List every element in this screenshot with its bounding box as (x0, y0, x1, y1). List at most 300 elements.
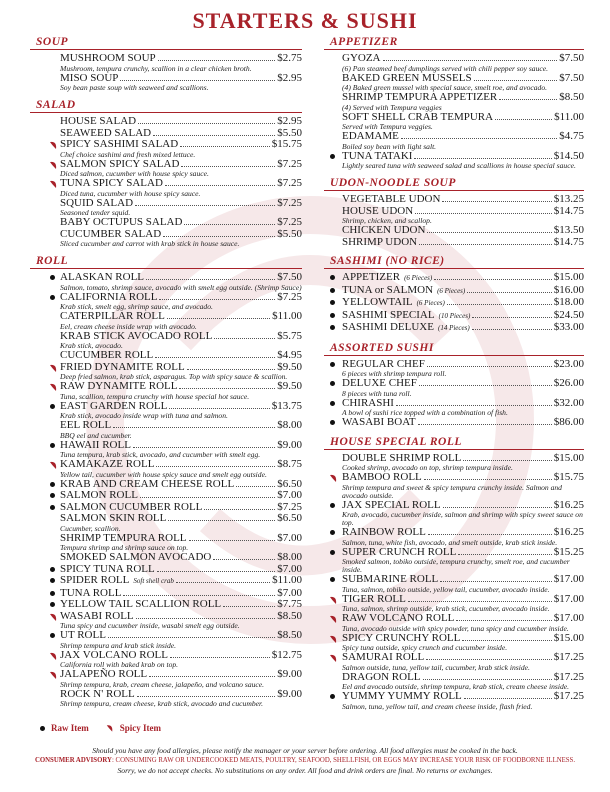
raw-bullet-icon (330, 313, 335, 318)
item-description: Shrimp tempura, krab, cream cheese, jalapeño, and volcano sauce. (60, 679, 265, 689)
item-price: $7.75 (277, 598, 302, 610)
menu-item[interactable] (30, 599, 302, 611)
item-description: (4) Served with Tempura veggies (342, 102, 442, 112)
section-title: SOUP (30, 36, 302, 50)
menu-item[interactable] (324, 527, 584, 547)
item-price: $7.00 (277, 531, 302, 544)
section-title: HOUSE SPECIAL ROLL (324, 436, 584, 450)
dot-leader (236, 485, 275, 487)
item-name: EDAMAME (342, 130, 399, 142)
menu-item[interactable] (30, 669, 302, 689)
item-name: CALIFORNIA ROLL (60, 290, 158, 303)
item-name: DOUBLE SHRIMP ROLL (342, 451, 462, 464)
item-description: Krab stick, avocado. (60, 341, 123, 350)
menu-item[interactable] (324, 453, 584, 473)
dot-leader (170, 656, 270, 658)
menu-item[interactable] (30, 552, 302, 564)
item-price: $15.75 (553, 471, 584, 483)
item-name: CHIRASHI (342, 396, 394, 409)
menu-item[interactable] (30, 159, 302, 179)
item-description: Salmon outside, tuna, yellow tail, cucumber, krab stick inside. (342, 662, 530, 672)
dot-leader (140, 496, 275, 498)
item-name: YUMMY YUMMY ROLL (342, 690, 462, 702)
menu-item[interactable] (30, 611, 302, 631)
item-price: $13.25 (553, 193, 584, 205)
chili-pepper-icon (48, 460, 58, 470)
item-name: SASHIMI DELUXE (342, 321, 434, 333)
dot-leader (163, 235, 275, 237)
item-price: $5.75 (277, 329, 302, 342)
raw-bullet-icon (330, 401, 335, 406)
item-name: EEL ROLL (60, 419, 112, 431)
dot-leader (149, 675, 275, 677)
menu-item[interactable] (324, 417, 584, 429)
dot-leader (427, 231, 551, 233)
raw-bullet-icon (330, 577, 335, 582)
chili-pepper-icon (328, 473, 338, 483)
item-name: JAX SPECIAL ROLL (342, 498, 441, 511)
menu-item[interactable] (30, 630, 302, 650)
item-name: TUNA ROLL (60, 586, 122, 599)
item-price: $9.00 (277, 438, 302, 451)
menu-item[interactable] (324, 672, 584, 692)
item-line (342, 272, 584, 285)
raw-bullet-icon (330, 503, 335, 508)
item-line (60, 53, 302, 65)
item-price: $32.00 (553, 396, 584, 409)
item-name: APPETIZER (342, 271, 401, 283)
section-gap (324, 429, 584, 436)
item-name: CHICKEN UDON (342, 224, 426, 236)
chili-pepper-icon (48, 651, 58, 661)
item-description: Tuna spicy and cucumber inside, wasabi smelt egg outside. (60, 621, 240, 630)
menu-item[interactable] (30, 229, 302, 249)
item-name: MISO SOUP (60, 71, 119, 84)
item-price: $11.00 (554, 110, 584, 123)
item-price: $4.75 (559, 130, 584, 142)
item-price: $17.25 (553, 651, 584, 663)
item-description: Boiled soy bean with light salt. (342, 141, 437, 151)
menu-item[interactable] (30, 440, 302, 460)
item-line (342, 527, 584, 539)
item-description: (4) Baked green mussel with special sauce, smelt roe, and avocado. (342, 83, 548, 92)
menu-item[interactable] (324, 472, 584, 500)
dot-leader (447, 303, 552, 305)
item-line (342, 417, 584, 429)
item-price: $16.25 (553, 498, 584, 511)
item-name: SALMON SPICY SALAD (60, 157, 180, 170)
raw-bullet-icon (330, 300, 335, 305)
chili-pepper-icon (48, 140, 58, 150)
item-name: SALMON SKIN ROLL (60, 512, 167, 524)
item-description: Eel, cream cheese inside wrap with avocado. (60, 321, 197, 331)
item-name: RAW VOLCANO ROLL (342, 612, 455, 624)
item-description: Tuna, salmon, tobiko outside, yellow tail, cucumber, avocado inside. (342, 584, 550, 594)
dot-leader (427, 365, 552, 367)
item-description: Salmon, tomato, shrimp sauce, avocado with smelt egg outside. (Shrimp Sauce) (60, 282, 302, 292)
item-description: Diced salmon, cucumber with house spicy sauce. (60, 169, 209, 178)
dot-leader (440, 580, 551, 582)
menu-item[interactable] (324, 633, 584, 653)
menu-item[interactable] (30, 311, 302, 331)
item-description: Tuna, salmon, shrimp outside, krab stick, cucumber, avocado inside. (342, 604, 550, 613)
dot-leader (467, 291, 552, 293)
legend-raw: Raw Item (51, 723, 89, 733)
item-description: Shrimp, chicken, and scallop. (342, 216, 432, 225)
item-line (60, 599, 302, 611)
menu-item[interactable] (30, 490, 302, 502)
item-description: 8 pieces with tuna roll. (342, 388, 412, 398)
dot-leader (184, 223, 275, 225)
menu-item[interactable] (30, 292, 302, 312)
item-name: SUPER CRUNCH ROLL (342, 545, 457, 558)
menu-item[interactable] (30, 381, 302, 401)
item-price: $2.75 (277, 52, 302, 64)
item-line (60, 575, 302, 588)
raw-bullet-icon (50, 482, 55, 487)
item-line (60, 490, 302, 502)
item-price: $6.50 (277, 477, 302, 490)
item-name: HOUSE SALAD (60, 115, 137, 127)
item-price: $17.00 (553, 573, 584, 585)
item-name: BAKED GREEN MUSSELS (342, 71, 472, 84)
item-name: TIGER ROLL (342, 592, 406, 605)
chili-pepper-icon (328, 653, 338, 663)
menu-item[interactable] (324, 73, 584, 93)
item-name: SAMURAI ROLL (342, 651, 425, 663)
raw-bullet-icon (50, 443, 55, 448)
item-name: SHRIMP TEMPURA APPETIZER (342, 91, 498, 103)
dot-leader (168, 519, 275, 521)
dot-leader (495, 118, 552, 120)
item-description: Tuna tempura, krab stick, avocado, and cucumber with smelt egg. (60, 450, 261, 459)
dot-leader (472, 316, 551, 318)
menu-item[interactable] (324, 225, 584, 237)
menu-item[interactable] (30, 420, 302, 440)
item-name: ROCK N' ROLL (60, 687, 135, 700)
item-price: $2.95 (277, 71, 302, 84)
menu-item[interactable] (30, 198, 302, 218)
dot-leader (181, 165, 275, 167)
menu-item[interactable] (30, 217, 302, 229)
dot-leader (138, 122, 275, 124)
menu-item[interactable] (324, 272, 584, 285)
menu-item[interactable] (30, 272, 302, 292)
item-name: SEAWEED SALAD (60, 126, 152, 139)
item-price: $11.00 (272, 310, 302, 322)
item-price: $7.25 (277, 157, 302, 170)
item-name: SPICY TUNA ROLL (60, 562, 155, 575)
item-line (342, 378, 584, 390)
item-price: $7.00 (277, 586, 302, 599)
raw-bullet-icon (330, 325, 335, 330)
item-name: WASABI ROLL (60, 609, 134, 622)
item-price: $24.50 (553, 308, 584, 321)
dot-leader (120, 79, 275, 81)
item-line (60, 552, 302, 564)
item-line (342, 92, 584, 104)
item-name: YELLOW TAIL SCALLION ROLL (60, 598, 222, 610)
dot-leader (189, 539, 276, 541)
item-description: Shrimp tempura and krab stick inside. (60, 640, 177, 650)
menu-item[interactable] (324, 206, 584, 226)
item-price: $7.25 (277, 216, 302, 228)
item-price: $13.50 (553, 224, 584, 236)
dot-leader (157, 570, 276, 572)
item-price: $2.95 (277, 115, 302, 127)
item-line (60, 420, 302, 432)
item-description: Tuna, avocado outside with spicy powder, tuna spicy and cucumber inside. (342, 623, 569, 633)
menu-item[interactable] (30, 139, 302, 159)
item-description: Salmon, tuna, yellow tail, and cream cheese inside, flash fried. (342, 701, 533, 711)
item-description: Deep fried salmon, krab stick, asparagus. Top with spicy sauce & scallion. (60, 372, 288, 381)
dot-leader (187, 368, 276, 370)
menu-item[interactable] (324, 594, 584, 614)
page-title: STARTERS & SUSHI (192, 8, 418, 33)
item-price: $5.50 (277, 126, 302, 139)
menu-item[interactable] (30, 533, 302, 553)
item-description: Soy bean paste soup with seaweed and scallions. (60, 83, 209, 92)
item-line (60, 178, 302, 190)
item-price: $33.00 (553, 321, 584, 333)
item-description: Smoked salmon, tobiko outside, tempura crunchy, smelt roe, and cucumber inside. (342, 557, 570, 574)
item-description: Served with Tempura veggies. (342, 122, 433, 131)
item-name: SASHIMI SPECIAL (342, 308, 435, 321)
menu-item[interactable] (324, 547, 584, 575)
dot-leader (146, 278, 275, 280)
item-description: Yellow tail, cucumber with house spicy sauce and smelt egg outside. (60, 469, 267, 479)
item-price: $8.50 (559, 91, 584, 103)
dot-leader (136, 617, 276, 619)
section-gap (324, 170, 584, 177)
raw-bullet-icon (50, 578, 55, 583)
item-line (342, 225, 584, 237)
chili-pepper-icon (328, 595, 338, 605)
item-price: $18.00 (553, 296, 584, 308)
chili-pepper-icon (48, 160, 58, 170)
item-name: TUNA TATAKI (342, 149, 413, 162)
menu-item[interactable] (324, 322, 584, 335)
item-price: $12.75 (271, 648, 302, 661)
dot-leader (156, 465, 275, 467)
menu-item[interactable] (30, 53, 302, 73)
menu-item[interactable] (324, 92, 584, 112)
section-title: APPETIZER (324, 36, 584, 50)
item-name: TUNA SPICY SALAD (60, 177, 163, 189)
dot-leader (423, 678, 552, 680)
item-description: Cucumber, scallion. (60, 523, 121, 533)
item-price: $15.75 (271, 138, 302, 150)
menu-item[interactable] (324, 194, 584, 206)
advisory-text: : CONSUMING RAW OR UNDERCOOKED MEATS, POULTRY, SEAFOOD, SHELLFISH, OR EGGS MAY INCREASE YOUR RISK OF FOODBORNE ILLNESS. (111, 757, 576, 764)
item-price: $9.50 (277, 380, 302, 392)
item-price: $7.25 (277, 196, 302, 209)
item-name: MUSHROOM SOUP (60, 52, 156, 64)
item-price: $7.50 (559, 71, 584, 84)
dot-leader (167, 317, 270, 319)
item-price: $13.75 (271, 399, 302, 412)
menu-item[interactable] (324, 691, 584, 711)
dot-leader (463, 459, 551, 461)
item-price: $15.00 (553, 631, 584, 644)
menu-item[interactable] (324, 131, 584, 151)
item-name: SALMON CUCUMBER ROLL (60, 500, 203, 513)
item-name: DELUXE CHEF (342, 377, 417, 389)
item-price: $8.50 (277, 629, 302, 641)
raw-bullet-icon (330, 381, 335, 386)
menu-item[interactable] (30, 178, 302, 198)
item-name: RAW DYNAMITE ROLL (60, 380, 178, 392)
item-description: Lightly seared tuna with seaweed salad and scallions in house special sauce. (342, 161, 576, 170)
item-name: EAST GARDEN ROLL (60, 399, 168, 412)
section-title: SALAD (30, 99, 302, 113)
item-name: BAMBOO ROLL (342, 471, 422, 483)
item-name: ALASKAN ROLL (60, 271, 145, 283)
dot-leader (169, 407, 269, 409)
menu-item[interactable] (30, 331, 302, 351)
item-line (60, 272, 302, 284)
raw-bullet-icon (50, 404, 55, 409)
item-price: $17.25 (553, 690, 584, 702)
item-description: Eel and avocado outside, shrimp tempura, krab stick, cream cheese inside. (342, 682, 570, 691)
item-description: A bowl of sushi rice topped with a combination of fish. (342, 408, 508, 417)
dot-leader (408, 600, 552, 602)
dot-leader (414, 157, 551, 159)
menu-item[interactable] (324, 237, 584, 249)
menu-item[interactable] (324, 574, 584, 594)
left-column (30, 36, 302, 708)
dot-leader (462, 639, 551, 641)
item-description: Tempura shrimp and shrimp sauce on top. (60, 543, 189, 552)
section-title: UDON-NOODLE SOUP (324, 177, 584, 191)
item-price: $86.00 (553, 416, 584, 428)
item-line (342, 297, 584, 310)
item-price: $7.25 (277, 290, 302, 303)
menu-item[interactable] (30, 650, 302, 670)
item-price: $11.00 (272, 574, 302, 586)
item-line (60, 630, 302, 642)
menu-item[interactable] (30, 689, 302, 709)
dot-leader (155, 356, 275, 358)
item-note: (6 Pieces) (416, 299, 445, 307)
menu-item[interactable] (324, 359, 584, 379)
raw-bullet-icon (50, 633, 55, 638)
dot-leader (464, 697, 552, 699)
item-price: $14.75 (553, 204, 584, 217)
item-price: $14.75 (553, 235, 584, 248)
item-description: California roll with baked krab on top. (60, 660, 179, 669)
menu-item[interactable] (324, 500, 584, 528)
dot-leader (158, 59, 276, 61)
menu-item[interactable] (324, 652, 584, 672)
raw-bullet-icon (330, 694, 335, 699)
menu-item[interactable] (324, 112, 584, 132)
item-line (60, 311, 302, 323)
item-description: Shrimp tempura and sweet & spicy tempura crunchy inside. Salmon and avocado outside. (342, 482, 562, 500)
item-line (342, 53, 584, 65)
item-price: $6.50 (277, 512, 302, 524)
item-line (342, 613, 584, 625)
menu-item[interactable] (324, 378, 584, 398)
item-description: Spicy tuna outside, spicy crunch and cucumber inside. (342, 643, 508, 652)
menu-item[interactable] (30, 513, 302, 533)
menu-item[interactable] (324, 151, 584, 171)
right-column (324, 36, 584, 711)
raw-bullet-icon (50, 295, 55, 300)
dot-leader (426, 658, 552, 660)
item-description: Seasoned tender squid. (60, 208, 131, 217)
item-line (60, 513, 302, 525)
item-line (342, 194, 584, 206)
item-note: (14 Pieces) (437, 324, 470, 332)
menu-item[interactable] (30, 362, 302, 382)
menu-item[interactable] (324, 297, 584, 310)
dot-leader (456, 619, 551, 621)
raw-bullet-icon (50, 591, 55, 596)
chili-pepper-icon (48, 382, 58, 392)
item-line (60, 116, 302, 128)
section-gap (30, 248, 302, 255)
item-description: BBQ eel and cucumber. (60, 430, 132, 440)
menu-item[interactable] (30, 350, 302, 362)
item-description: 6 pieces with shrimp tempura roll. (342, 369, 447, 378)
menu-item[interactable] (30, 575, 302, 588)
item-description: Chef choice sashimi and fresh mixed lettuce. (60, 149, 196, 159)
dot-leader (418, 423, 552, 425)
item-name: CUCUMBER ROLL (60, 349, 154, 361)
item-line (342, 472, 584, 484)
allergy-note: Should you have any food allergies, please notify the manager or your server before ordering. All food allergies must be cooked in the back. (92, 746, 518, 755)
dot-leader (442, 200, 551, 202)
item-price: $7.25 (277, 177, 302, 189)
menu-item[interactable] (30, 459, 302, 479)
menu-item[interactable] (30, 401, 302, 421)
menu-item[interactable] (30, 116, 302, 128)
menu-item[interactable] (324, 613, 584, 633)
item-price: $16.00 (553, 283, 584, 296)
raw-bullet-icon (330, 550, 335, 555)
dot-leader (214, 337, 275, 339)
item-name: BABY OCTUPUS SALAD (60, 216, 183, 228)
menu-item[interactable] (324, 398, 584, 418)
dot-leader (137, 695, 276, 697)
item-price: $8.00 (277, 419, 302, 431)
menu-item[interactable] (324, 53, 584, 73)
item-name: SPIDER ROLL (60, 574, 130, 586)
item-line (60, 459, 302, 471)
item-line (342, 322, 584, 335)
item-price: $23.00 (553, 357, 584, 370)
item-name: JAX VOLCANO ROLL (60, 648, 168, 661)
legend (40, 723, 161, 733)
item-name: YELLOWTAIL (342, 296, 413, 308)
item-name: JALAPEÑO ROLL (60, 668, 148, 680)
section-gap (324, 335, 584, 342)
raw-bullet-icon (40, 726, 45, 731)
item-price: $17.25 (553, 670, 584, 683)
item-price: $16.25 (553, 526, 584, 538)
item-name: TUNA or SALMON (342, 283, 434, 296)
menu-item[interactable] (30, 73, 302, 93)
raw-bullet-icon (330, 275, 335, 280)
item-description: (6) Pan steamed beef dumplings served with chili pepper soy sauce. (342, 63, 549, 73)
dot-leader (458, 553, 551, 555)
item-price: $17.00 (553, 592, 584, 605)
item-name: REGULAR CHEF (342, 357, 425, 370)
item-price: $17.00 (553, 612, 584, 624)
raw-bullet-icon (50, 275, 55, 280)
dot-leader (223, 605, 275, 607)
